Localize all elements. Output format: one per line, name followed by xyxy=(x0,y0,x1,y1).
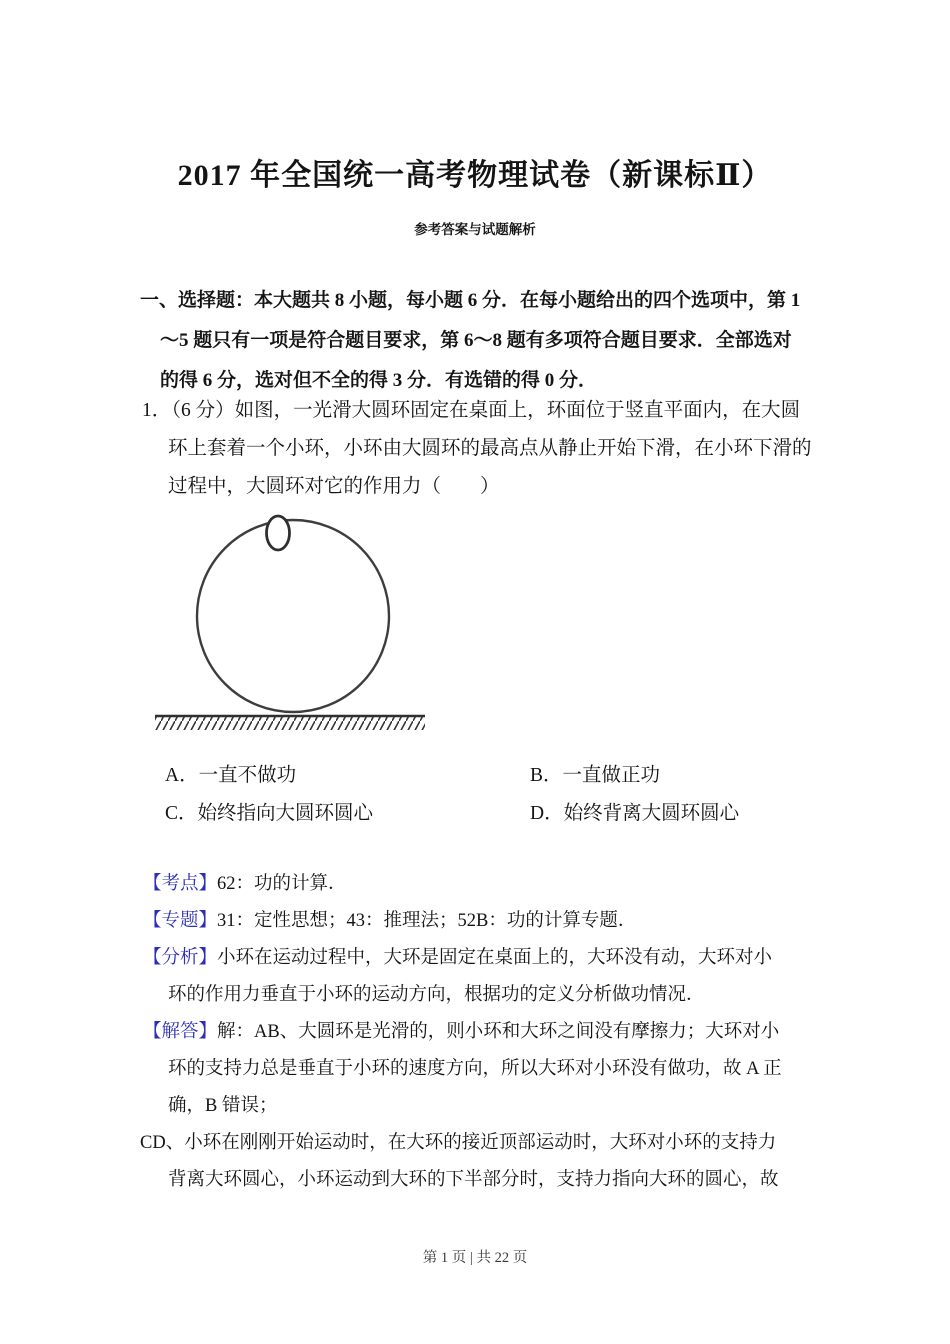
zhuanti-label: 【专题】 xyxy=(143,911,218,931)
fenxi-label: 【分析】 xyxy=(143,948,218,968)
kaodian-label: 【考点】 xyxy=(143,874,218,894)
small-ring xyxy=(267,516,290,550)
fenxi-text: 小环在运动过程中，大环是固定在桌面上的，大环没有动，大环对小 xyxy=(217,948,773,968)
rings-on-table-figure xyxy=(140,500,440,740)
instructions-line: 的得 6 分，选对但不全的得 3 分．有选错的得 0 分． xyxy=(160,370,598,391)
jieda-line: 确，B 错误； xyxy=(168,1096,278,1116)
large-ring xyxy=(197,520,389,712)
question1-stem-line: 1．（6 分）如图，一光滑大圆环固定在桌面上，环面位于竖直平面内，在大圆 xyxy=(142,400,801,421)
page-footer: 第 1 页 | 共 22 页 xyxy=(422,1250,528,1266)
document-title: 2017 年全国统一高考物理试卷（新课标Ⅱ） xyxy=(177,159,773,192)
fenxi-line: 环的作用力垂直于小环的运动方向，根据功的定义分析做功情况． xyxy=(168,985,705,1005)
jieda-cd-line: CD、小环在刚刚开始运动时，在大环的接近顶部运动时，大环对小环的支持力 xyxy=(140,1133,777,1153)
kaodian-text: 62：功的计算． xyxy=(217,874,347,894)
zhuanti-text: 31：定性思想；43：推理法；52B：功的计算专题． xyxy=(217,911,637,931)
jieda-line xyxy=(130,1014,850,1051)
question1-figure xyxy=(140,500,440,740)
jieda-text: 解：AB、大圆环是光滑的，则小环和大环之间没有摩擦力；大环对小 xyxy=(217,1022,780,1042)
options-row xyxy=(130,795,845,833)
option-b: B．一直做正功 xyxy=(530,765,661,786)
kaodian-line xyxy=(130,866,850,903)
fenxi-line xyxy=(130,940,850,977)
question1-stem-line: 过程中，大圆环对它的作用力（ ） xyxy=(168,476,500,497)
question1-analysis-section xyxy=(130,866,850,1199)
question1-options xyxy=(130,757,845,833)
jieda-cd-line: 背离大环圆心，小环运动到大环的下半部分时，支持力指向大环的圆心，故 xyxy=(168,1170,779,1190)
jieda-line: 环的支持力总是垂直于小环的速度方向，所以大环对小环没有做功，故 A 正 xyxy=(168,1059,782,1079)
question1-stem xyxy=(130,392,845,506)
question1-stem-line: 环上套着一个小环，小环由大圆环的最高点从静止开始下滑，在小环下滑的 xyxy=(168,438,812,459)
document-subtitle: 参考答案与试题解析 xyxy=(414,222,536,237)
jieda-label: 【解答】 xyxy=(143,1022,218,1042)
table-hatching xyxy=(155,717,425,730)
section-1-instructions xyxy=(130,281,845,401)
zhuanti-line xyxy=(130,903,850,940)
option-c: C．始终指向大圆环圆心 xyxy=(165,803,374,824)
option-d: D．始终背离大圆环圆心 xyxy=(530,803,740,824)
instructions-line: ～5 题只有一项是符合题目要求，第 6～8 题有多项符合题目要求．全部选对 xyxy=(160,330,792,351)
option-a: A．一直不做功 xyxy=(165,765,297,786)
instructions-line: 一、选择题：本大题共 8 小题，每小题 6 分．在每小题给出的四个选项中，第 1 xyxy=(140,290,801,311)
options-row xyxy=(130,757,845,795)
